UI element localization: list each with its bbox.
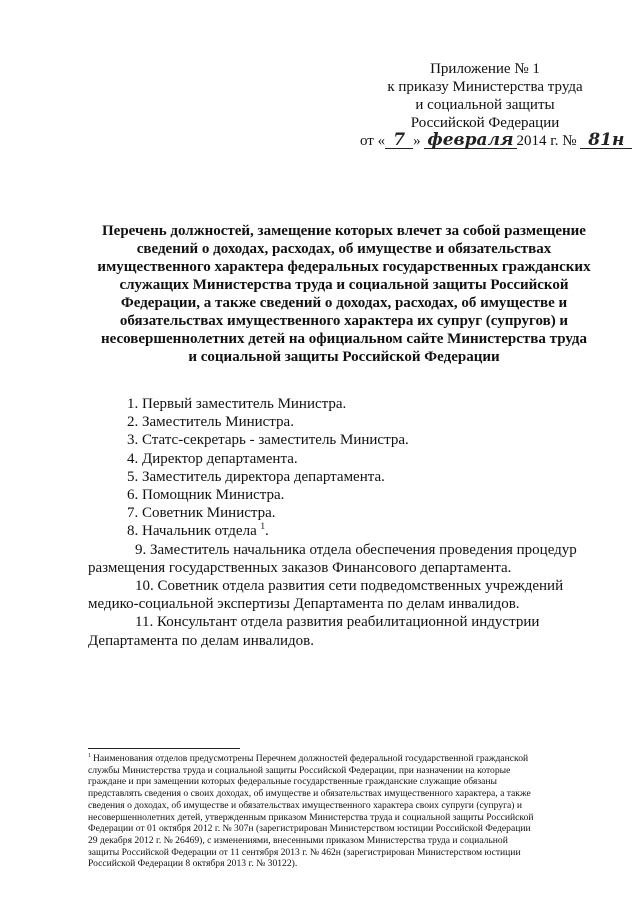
footnote-line: [88, 753, 600, 765]
title-line: служащих Министерства труда и социальной защиты Российской: [119, 277, 569, 293]
footnote-line: Федерации от 01 октября 2012 г. № 307н (зарегистрирован Министерством юстиции Российской Федерации: [88, 823, 531, 835]
footnote-line: представлять сведения о своих доходах, об имуществе и обязательствах имущественного характера, а также: [88, 788, 531, 800]
appendix-header: [360, 60, 625, 150]
title-line: обязательствах имущественного характера их супруг (супругов) и: [119, 313, 569, 329]
list-item-text: 8. Начальник отдела: [127, 523, 257, 540]
list-item: 1. Первый заместитель Министра.: [127, 396, 347, 412]
appendix-ministry-line: и социальной защиты: [415, 97, 555, 113]
title-line: несовершеннолетних детей на официальном сайте Министерства труда: [100, 331, 587, 347]
list-item: 6. Помощник Министра.: [127, 487, 285, 504]
list-item-line: Департамента по делам инвалидов.: [88, 632, 314, 649]
footnote-line: Российской Федерации 8 октября 2013 г. № 30122).: [88, 858, 298, 870]
footnote-line: несовершеннолетних детей, утвержденным приказом Министерства труда и социальной защиты Российской: [88, 811, 534, 823]
list-item: 3. Статс-секретарь - заместитель Министра.: [127, 432, 409, 449]
footnote-line: 29 декабря 2012 г. № 26469), с изменениями, внесенными приказом Министерства труда и социальной: [88, 834, 508, 846]
footnote-divider: [88, 748, 240, 749]
list-item: 2. Заместитель Министра.: [127, 414, 294, 431]
date-mid: »: [413, 133, 421, 149]
date-year: 2014 г. №: [516, 133, 577, 149]
title-line: и социальной защиты Российской Федерации: [188, 349, 500, 365]
title-line: Перечень должностей, замещение которых влечет за собой размещение: [102, 223, 586, 239]
list-item: [88, 613, 600, 649]
footnote: [88, 753, 600, 870]
appendix-date-line: [360, 130, 625, 150]
footnote-line: сведения о доходах, об имуществе и обязательствах имущественного характера своих супруги (супруга) и: [88, 799, 522, 811]
footnote-line: защиты Российской Федерации от 11 сентября 2013 г. № 462н (зарегистрирован Министерством юстиции: [88, 846, 521, 858]
document-title: [88, 222, 600, 366]
date-prefix: от «: [360, 133, 386, 149]
handwritten-month: февраля: [424, 133, 516, 149]
title-line: Федерации, а также сведений о доходах, расходах, об имуществе и: [120, 295, 568, 311]
title-line: имущественного характера федеральных государственных гражданских: [97, 259, 591, 275]
footnote-line: граждане и при замещении которых федеральные государственные гражданские служащие обязаны: [88, 776, 497, 788]
list-item-line: 11. Консультант отдела развития реабилитационной индустрии: [135, 614, 540, 631]
list-item: [88, 522, 600, 540]
footnote-ref: 1: [260, 521, 265, 532]
list-item-line: размещения государственных заказов Финансового департамента.: [88, 559, 512, 576]
appendix-title: Приложение № 1: [430, 61, 540, 77]
list-item-line: 9. Заместитель начальника отдела обеспечения проведения процедур: [135, 541, 577, 558]
footnote-line: службы Министерства труда и социальной защиты Российской Федерации, при назначении на которые: [88, 764, 511, 776]
list-item: 5. Заместитель директора департамента.: [127, 468, 385, 485]
list-item: [88, 577, 600, 613]
list-item-end: .: [264, 523, 269, 540]
list-item-line: медико-социальной экспертизы Департамента по делам инвалидов.: [88, 596, 520, 613]
title-line: сведений о доходах, расходах, об имуществе и обязательствах: [136, 241, 552, 257]
positions-list: [88, 395, 600, 650]
list-item: [88, 541, 600, 577]
list-item: 7. Советник Министра.: [127, 505, 276, 522]
list-item: 4. Директор департамента.: [127, 450, 298, 467]
handwritten-day: 7: [385, 133, 413, 149]
footnote-first-line-text: Наименования отделов предусмотрены Перечнем должностей федеральной государственной гражданской: [93, 753, 529, 764]
appendix-order-ref: к приказу Министерства труда: [387, 79, 583, 95]
handwritten-order-number: 81н: [580, 133, 632, 149]
footnote-mark: 1: [88, 752, 91, 759]
list-item-line: 10. Советник отдела развития сети подведомственных учреждений: [135, 578, 564, 595]
appendix-country-line: Российской Федерации: [410, 115, 560, 131]
